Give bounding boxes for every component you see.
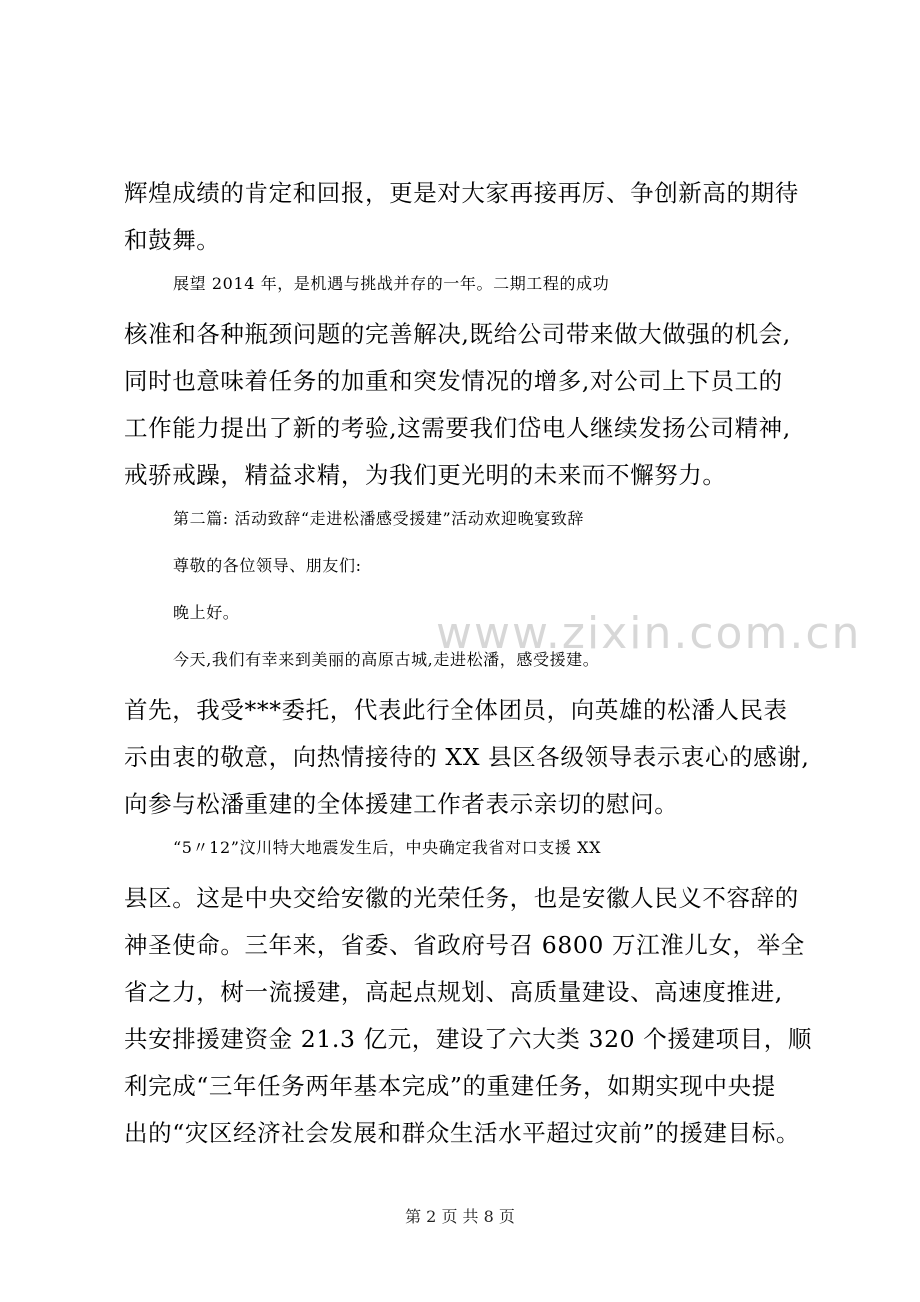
body-text-line: 出的“灾区经济社会发展和群众生活水平超过灾前”的援建目标。 (124, 1119, 800, 1147)
body-text-line: 工作能力提出了新的考验,这需要我们岱电人继续发扬公司精神, (124, 414, 791, 442)
greeting: 晚上好。 (173, 603, 240, 622)
body-text-line: “5〃12”汶川特大地震发生后，中央确定我省对口支援 XX (173, 838, 602, 857)
salutation: 尊敬的各位领导、朋友们: (173, 556, 362, 575)
body-text-line: 省之力，树一流援建，高起点规划、高质量建设、高速度推进, (124, 978, 783, 1006)
body-text-line: 县区。这是中央交给安徽的光荣任务，也是安徽人民义不容辞的 (124, 884, 799, 912)
body-text-line: 和鼓舞。 (124, 226, 221, 254)
body-text-line: 今天,我们有幸来到美丽的高原古城,走进松潘，感受援建。 (173, 650, 600, 669)
body-text-line: 示由衷的敬意，向热情接待的 XX 县区各级领导表示衷心的感谢, (124, 743, 810, 771)
body-text-line: 辉煌成绩的肯定和回报，更是对大家再接再厉、争创新高的期待 (124, 179, 799, 207)
body-text-line: 戒骄戒躁，精益求精，为我们更光明的未来而不懈努力。 (124, 461, 727, 489)
body-text-line: 利完成“三年任务两年基本完成”的重建任务，如期实现中央提 (124, 1072, 776, 1100)
body-text-line: 同时也意味着任务的加重和突发情况的增多,对公司上下员工的 (124, 367, 783, 395)
body-text-line: 首先，我受***委托，代表此行全体团员，向英雄的松潘人民表 (124, 696, 788, 724)
body-text-line: 共安排援建资金 21.3 亿元，建设了六大类 320 个援建项目，顺 (124, 1025, 812, 1053)
body-text-line: 核准和各种瓶颈问题的完善解决,既给公司带来做大做强的机会, (124, 320, 791, 348)
section-heading: 第二篇: 活动致辞“走进松潘感受援建”活动欢迎晚宴致辞 (173, 509, 585, 528)
body-text-line: 展望 2014 年，是机遇与挑战并存的一年。二期工程的成功 (173, 274, 610, 293)
body-text-line: 神圣使命。三年来，省委、省政府号召 6800 万江淮儿女，举全 (124, 931, 805, 959)
watermark: www.zixin.com.cn (436, 608, 862, 659)
body-text-line: 向参与松潘重建的全体援建工作者表示亲切的慰问。 (124, 790, 679, 818)
page-footer: 第 2 页 共 8 页 (405, 1207, 515, 1226)
